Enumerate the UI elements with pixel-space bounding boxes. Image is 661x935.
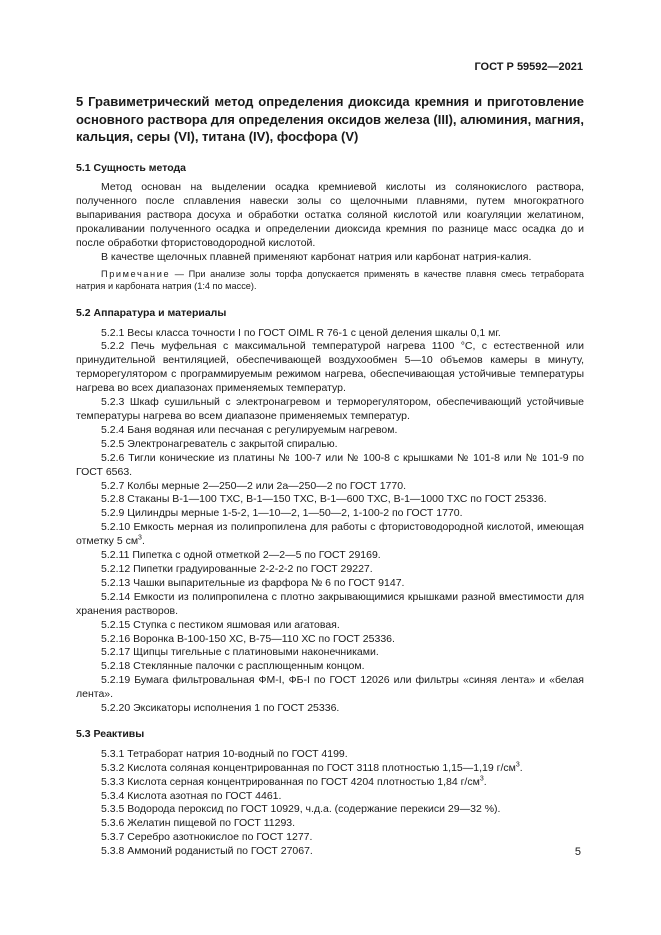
note-paragraph [76, 268, 584, 293]
list-item: 5.3.8 Аммоний роданистый по ГОСТ 27067. [101, 845, 313, 858]
list-item: 5.2.16 Воронка В-100-150 ХС, В-75—110 ХС по ГОСТ 25336. [101, 632, 395, 645]
list-item: 5.2.14 Емкости из полипропилена с плотно закрывающимися крышками разной вместимости для хранения растворов. [76, 590, 584, 617]
item-end: . [519, 761, 523, 774]
document-body [76, 93, 584, 859]
list-item: 5.3.7 Серебро азотнокислое по ГОСТ 1277. [101, 831, 313, 844]
list-item: 5.3.6 Желатин пищевой по ГОСТ 11293. [101, 817, 296, 830]
section-title: 5 Гравиметрический метод определения диоксида кремния и приготовление основного раствора для определения оксидов железа (III), алюминия, магния, кальция, серы (VI), титана (IV), фосфора (V) [76, 94, 584, 144]
subsection-heading-5-3: 5.3 Реактивы [76, 727, 145, 740]
list-item: 5.2.2 Печь муфельная с максимальной температурой нагрева 1100 °С, с естественной или принудительной вентиляцией, обеспечивающей воздухообмен 5—10 объемов камеры в минуту, терморегулятором с программируемым режимом нагрева, обеспечивающая устойчивые температуры нагрева во всех диапазонах применяемых температур. [76, 340, 584, 395]
list-item [76, 521, 584, 549]
superscript: 3 [479, 775, 484, 783]
list-item [76, 762, 584, 776]
list-item: 5.2.1 Весы класса точности I по ГОСТ OIML R 76-1 с ценой деления шкалы 0,1 мг. [101, 326, 501, 339]
item-text: 5.3.2 Кислота соляная концентрированная по ГОСТ 3118 плотностью 1,15—1,19 г/см [101, 761, 516, 774]
list-item: 5.2.9 Цилиндры мерные 1-5-2, 1—10—2, 1—50—2, 1-100-2 по ГОСТ 1770. [101, 507, 463, 520]
list-item: 5.2.8 Стаканы В-1—100 ТХС, В-1—150 ТХС, В-1—600 ТХС, В-1—1000 ТХС по ГОСТ 25336. [101, 493, 547, 506]
subsection-heading-5-2: 5.2 Аппаратура и материалы [76, 306, 227, 319]
page-number: 5 [574, 846, 581, 858]
item-text: 5.2.10 Емкость мерная из полипропилена для работы с фтористоводородной кислотой, имеющая отметку 5 см [76, 521, 584, 548]
list-item: 5.2.11 Пипетка с одной отметкой 2—2—5 по ГОСТ 29169. [101, 549, 381, 562]
list-item: 5.2.18 Стеклянные палочки с расплющенным концом. [101, 660, 365, 673]
superscript: 3 [138, 534, 142, 542]
list-item: 5.3.1 Тетраборат натрия 10-водный по ГОСТ 4199. [101, 747, 348, 760]
list-item: 5.2.15 Ступка с пестиком яшмовая или агатовая. [101, 618, 340, 631]
list-item: 5.3.5 Водорода пероксид по ГОСТ 10929, ч.д.а. (содержание перекиси 29—32 %). [101, 803, 501, 816]
list-item: 5.2.17 Щипцы тигельные с платиновыми наконечниками. [101, 646, 379, 659]
paragraph: В качестве щелочных плавней применяют карбонат натрия или карбонат натрия-калия. [101, 250, 532, 263]
list-item: 5.2.12 Пипетки градуированные 2-2-2-2 по ГОСТ 29227. [101, 562, 373, 575]
list-item [76, 776, 584, 790]
item-end: . [483, 775, 487, 788]
note-label: Примечание [101, 268, 171, 279]
list-item: 5.2.4 Баня водяная или песчаная с регулируемым нагревом. [101, 423, 398, 436]
superscript: 3 [515, 761, 520, 769]
list-item: 5.2.5 Электронагреватель с закрытой спиралью. [101, 437, 338, 450]
subsection-heading-5-1: 5.1 Сущность метода [76, 161, 187, 174]
item-end: . [141, 535, 145, 548]
item-text: 5.3.3 Кислота серная концентрированная по ГОСТ 4204 плотностью 1,84 г/см [101, 775, 480, 788]
paragraph: Метод основан на выделении осадка кремниевой кислоты из солянокислого раствора, полученного после сплавления навески золы со щелочными плавнями, путем многократного выпаривания раствора досуха и обработки остатка соляной кислотой или коагуляции желатином, прокаливании полученного осадка и определении диоксида кремния по разнице масс осадка до и после обработки фтористоводородной кислотой. [76, 181, 584, 250]
document-header-id: ГОСТ Р 59592—2021 [474, 61, 583, 73]
list-item: 5.2.13 Чашки выпарительные из фарфора № 6 по ГОСТ 9147. [101, 576, 405, 589]
list-item: 5.2.3 Шкаф сушильный с электронагревом и терморегулятором, обеспечивающий устойчивые температуры нагрева во всем диапазоне применяемых температур. [76, 396, 584, 422]
list-item: 5.2.7 Колбы мерные 2—250—2 или 2а—250—2 по ГОСТ 1770. [101, 479, 406, 492]
list-item: 5.2.6 Тигли конические из платины № 100-7 или № 100-8 с крышками № 101-8 или № 101-9 по ГОСТ 6563. [76, 451, 584, 478]
list-item: 5.2.20 Эксикаторы исполнения 1 по ГОСТ 25336. [101, 702, 340, 715]
list-item: 5.3.4 Кислота азотная по ГОСТ 4461. [101, 789, 282, 802]
list-item: 5.2.19 Бумага фильтровальная ФМ-І, ФБ-І по ГОСТ 12026 или фильтры «синяя лента» и «белая лента». [76, 674, 584, 701]
note-text: — При анализе золы торфа допускается применять в качестве плавня смесь тетрабората натрия и карбоната натрия (1:4 по массе). [76, 268, 584, 292]
